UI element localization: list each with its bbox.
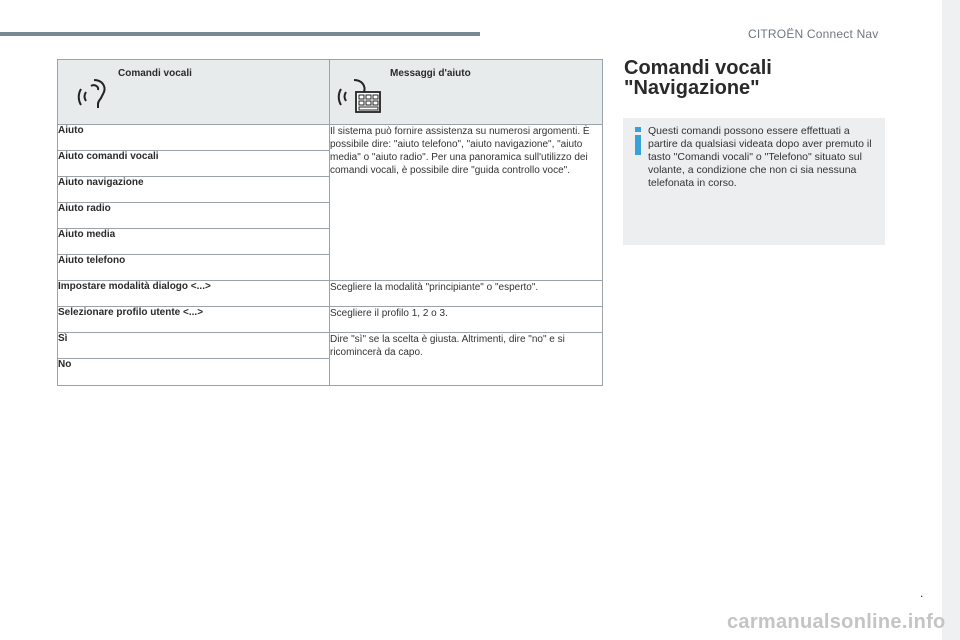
watermark: carmanualsonline.info xyxy=(727,611,946,633)
command-cell: Sì xyxy=(58,333,330,359)
section-title-line: "Navigazione" xyxy=(624,77,760,99)
help-description-cell: Il sistema può fornire assistenza su numerosi argomenti. È possibile dire: "aiuto telefono", "aiuto navigazione", "aiuto media" o "aiuto radio". Per una panoramica sull'utilizzo dei comandi vocali, è possibile dire "guida controllo voce". xyxy=(330,125,603,281)
command-cell: Aiuto telefono xyxy=(58,255,330,281)
voice-commands-table xyxy=(57,59,603,386)
command-cell: Aiuto media xyxy=(58,229,330,255)
header-voice-commands xyxy=(58,60,330,125)
voice-command-icon xyxy=(74,74,114,114)
command-cell: Aiuto xyxy=(58,125,330,151)
command-cell: Aiuto radio xyxy=(58,203,330,229)
header-bar xyxy=(0,32,480,36)
voice-help-icon xyxy=(336,74,382,114)
col1-header: Comandi vocali xyxy=(118,68,192,79)
description-cell: Scegliere il profilo 1, 2 o 3. xyxy=(330,307,603,333)
description-cell: Scegliere la modalità "principiante" o "esperto". xyxy=(330,281,603,307)
header-title: CITROËN Connect Nav xyxy=(748,27,879,41)
info-icon xyxy=(632,127,644,155)
command-cell: No xyxy=(58,359,330,386)
command-cell: Aiuto comandi vocali xyxy=(58,151,330,177)
description-cell: Dire "sì" se la scelta è giusta. Altrimenti, dire "no" e si ricomincerà da capo. xyxy=(330,333,603,386)
page-marker: . xyxy=(920,586,924,600)
command-cell: Aiuto navigazione xyxy=(58,177,330,203)
header-help-messages xyxy=(330,60,603,125)
col2-header: Messaggi d'aiuto xyxy=(390,68,471,79)
info-box xyxy=(623,118,885,245)
section-title xyxy=(624,58,772,98)
section-title-line: Comandi vocali xyxy=(624,57,772,79)
command-cell: Impostare modalità dialogo <...> xyxy=(58,281,330,307)
info-text: Questi comandi possono essere effettuati a partire da qualsiasi videata dopo aver premuto il tasto "Comandi vocali" o "Telefono" situato sul volante, a condizione che non ci sia nessuna telefonata in corso. xyxy=(648,125,872,189)
page-edge-strip xyxy=(942,0,960,640)
table-header-row xyxy=(58,60,603,125)
table-row xyxy=(58,333,603,359)
table-row xyxy=(58,307,603,333)
table-row xyxy=(58,125,603,151)
command-cell: Selezionare profilo utente <...> xyxy=(58,307,330,333)
table-row xyxy=(58,281,603,307)
